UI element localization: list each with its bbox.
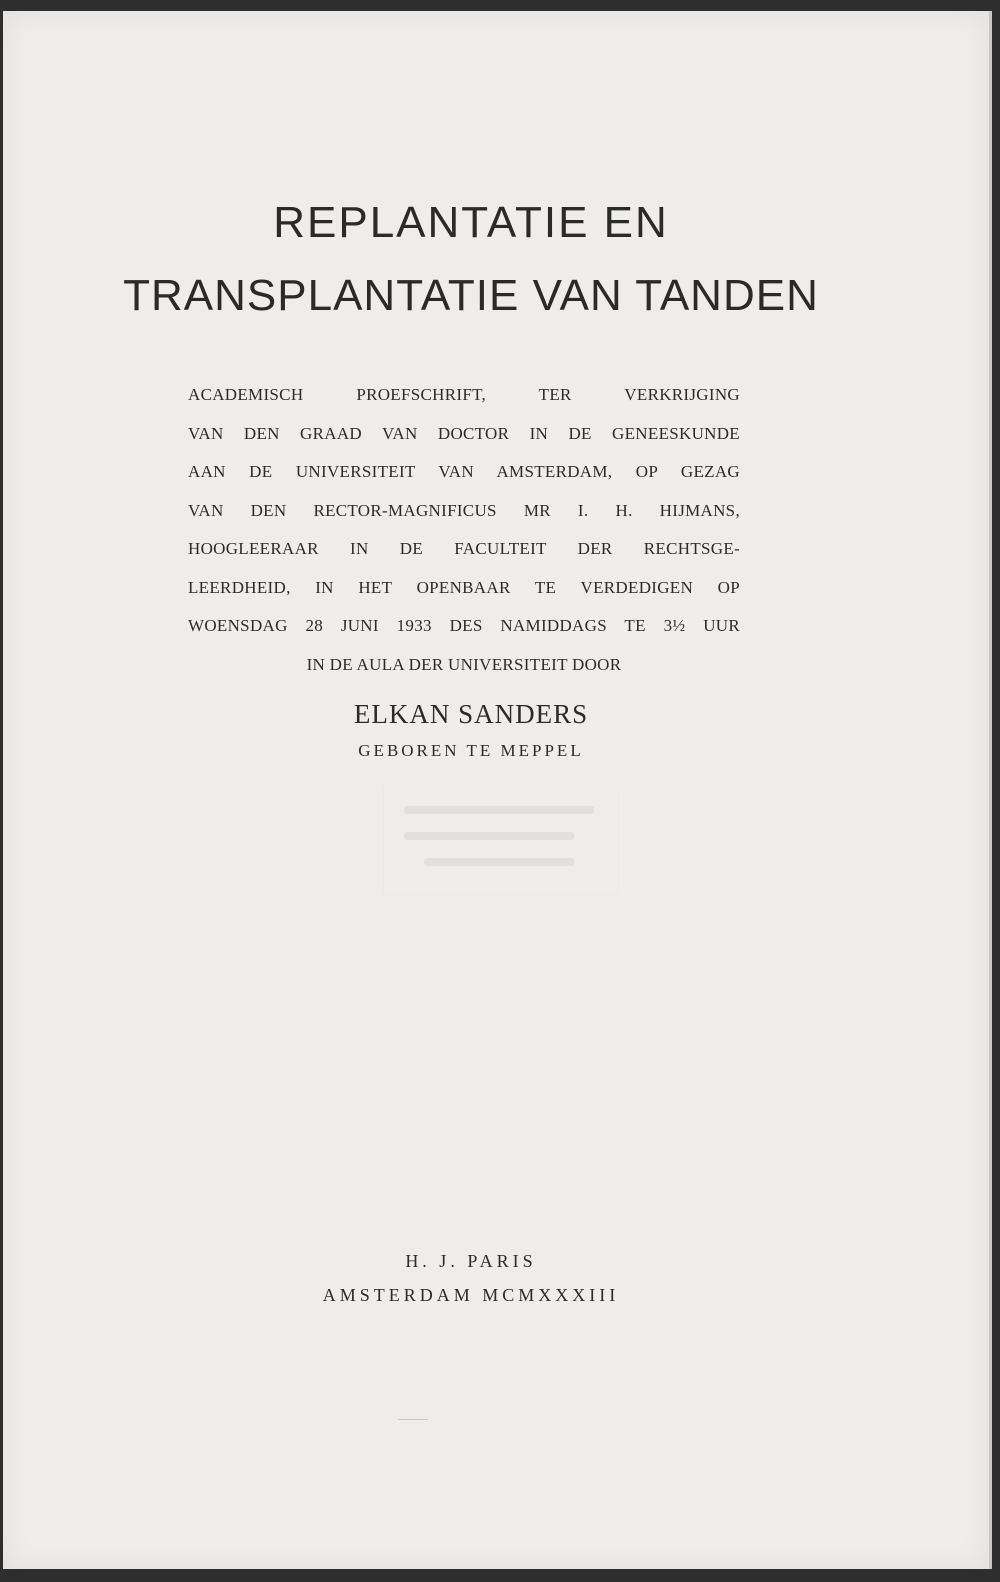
title-page bbox=[3, 11, 992, 1569]
author-name: ELKAN SANDERS bbox=[353, 699, 589, 729]
statement-line: VAN DEN RECTOR-MAGNIFICUS MR I. H. HIJMANS, bbox=[188, 500, 740, 520]
statement-line: AAN DE UNIVERSITEIT VAN AMSTERDAM, OP GEZAG bbox=[188, 462, 740, 481]
statement-line: HOOGLEERAAR IN DE FACULTEIT DER RECHTSGE- bbox=[188, 539, 740, 558]
statement-line: IN DE AULA DER UNIVERSITEIT DOOR bbox=[306, 654, 622, 674]
statement-line: ACADEMISCH PROEFSCHRIFT, TER VERKRIJGING bbox=[188, 385, 740, 404]
statement-line: VAN DEN GRAAD VAN DOCTOR IN DE GENEESKUNDE bbox=[188, 423, 740, 443]
statement-line: LEERDHEID, IN HET OPENBAAR TE VERDEDIGEN OP bbox=[188, 577, 740, 597]
title-line-2: TRANSPLANTATIE VAN TANDEN bbox=[123, 271, 819, 320]
faded-stamp bbox=[383, 787, 619, 895]
dissertation-statement bbox=[188, 376, 740, 684]
statement-line: WOENSDAG 28 JUNI 1933 DES NAMIDDAGS TE 3½ UUR bbox=[188, 616, 740, 635]
author-birthplace: GEBOREN TE MEPPEL bbox=[358, 741, 584, 760]
place-and-year: AMSTERDAM MCMXXXIII bbox=[322, 1285, 620, 1305]
paper-mark bbox=[398, 1419, 428, 1420]
publisher: H. J. PARIS bbox=[405, 1251, 537, 1271]
title-line-1: REPLANTATIE EN bbox=[273, 198, 669, 247]
